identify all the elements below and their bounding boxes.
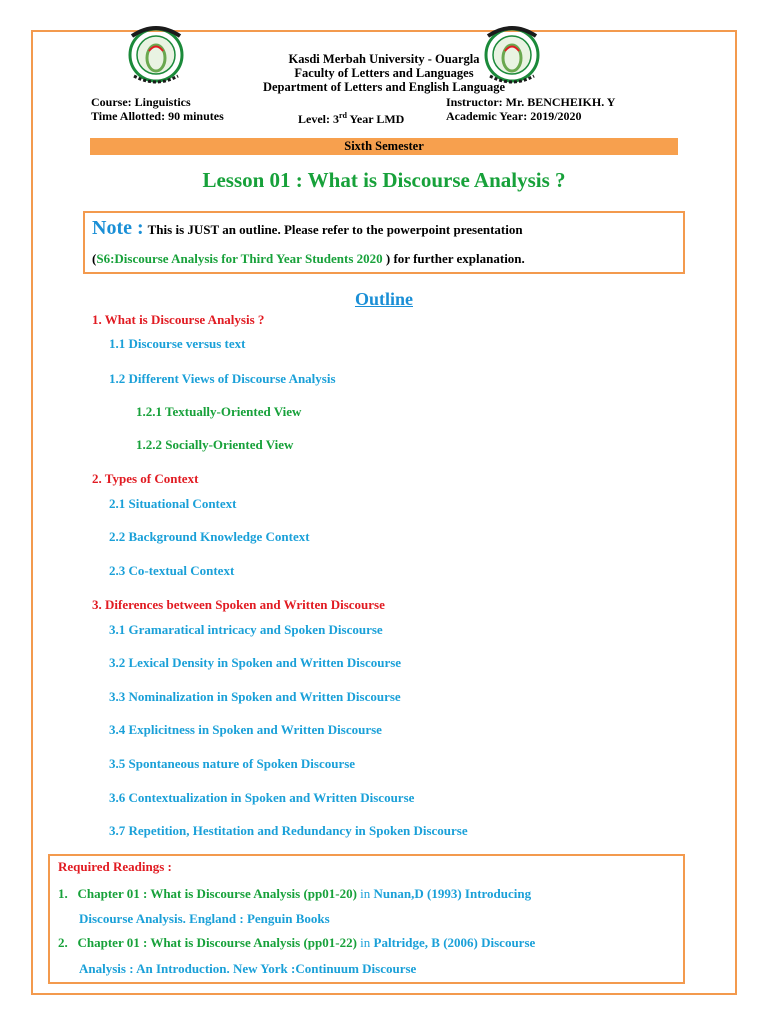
outline-item: 2.1 Situational Context [109, 496, 237, 511]
reading-chapter: Chapter 01 : What is Discourse Analysis (pp01-20) [77, 886, 357, 901]
outline-item: 3.2 Lexical Density in Spoken and Written Discourse [109, 655, 402, 670]
outline-item: 3.6 Contextualization in Spoken and Written Discourse [109, 790, 415, 805]
outline-item: 2.3 Co-textual Context [109, 563, 235, 578]
note-ref-suffix: ) for further explanation. [385, 251, 525, 266]
outline-item: 1.2.2 Socially-Oriented View [136, 437, 294, 452]
note-text: This is JUST an outline. Please refer to the powerpoint presentation [147, 222, 523, 237]
semester-bar: Sixth Semester [90, 138, 678, 155]
university-name: Kasdi Merbah University - Ouargla [288, 52, 480, 66]
note-label: Note : [92, 217, 144, 239]
outline-item: 3.1 Gramaratical intricacy and Spoken Discourse [109, 622, 383, 637]
time-allotted-label: Time Allotted: 90 minutes [91, 109, 224, 123]
note-paren-open: ( [92, 251, 97, 266]
course-label: Course: Linguistics [91, 95, 191, 109]
outline-item: 1.2.1 Textually-Oriented View [136, 404, 302, 419]
instructor-label: Instructor: Mr. BENCHEIKH. Y [446, 95, 616, 109]
page-border-bottom [31, 993, 737, 994]
level-label [298, 109, 404, 126]
reading-item [58, 886, 531, 902]
level-suffix: Year LMD [347, 112, 405, 126]
outline-heading: Outline [354, 289, 413, 309]
outline-item: 1.1 Discourse versus text [109, 336, 246, 351]
department-name: Department of Letters and English Language [262, 80, 506, 94]
reading-chapter: Chapter 01 : What is Discourse Analysis (pp01-22) [77, 935, 357, 950]
outline-item: 3.4 Explicitness in Spoken and Written Discourse [109, 722, 382, 737]
required-readings-box [48, 854, 685, 984]
reading-source-continued: Analysis : An Introduction. New York :Continuum Discourse [79, 961, 417, 976]
reading-in: in [356, 935, 374, 950]
lesson-title: Lesson 01 : What is Discourse Analysis ? [202, 168, 566, 192]
outline-item: 3. Diferences between Spoken and Written Discourse [92, 597, 385, 612]
reading-source: Paltridge, B (2006) Discourse [373, 935, 536, 950]
reading-source: Nunan,D (1993) Introducing [373, 886, 532, 901]
outline-item: 2.2 Background Knowledge Context [109, 529, 310, 544]
outline-item: 1. What is Discourse Analysis ? [92, 312, 265, 327]
reading-source-continued: Discourse Analysis. England : Penguin Books [79, 911, 330, 926]
faculty-name: Faculty of Letters and Languages [294, 66, 474, 80]
academic-year-label: Academic Year: 2019/2020 [446, 109, 582, 123]
note-line-2 [92, 251, 525, 267]
note-ref-code: S6: [96, 251, 115, 266]
note-box [83, 211, 685, 274]
outline-item: 3.7 Repetition, Hestitation and Redundancy in Spoken Discourse [109, 823, 468, 838]
reading-in: in [356, 886, 374, 901]
outline-item: 3.5 Spontaneous nature of Spoken Discourse [109, 756, 356, 771]
outline-item: 2. Types of Context [92, 471, 199, 486]
reading-number: 2. [58, 935, 68, 950]
note-line-1 [92, 217, 523, 240]
reading-item [58, 935, 535, 951]
outline-item: 3.3 Nominalization in Spoken and Written Discourse [109, 689, 401, 704]
outline-item: 1.2 Different Views of Discourse Analysis [109, 371, 336, 386]
required-readings-title: Required Readings : [58, 859, 172, 874]
presentation-reference: Discourse Analysis for Third Year Students 2020 [114, 251, 386, 266]
reading-number: 1. [58, 886, 68, 901]
level-prefix: Level: 3 [298, 112, 339, 126]
level-superscript: rd [339, 111, 347, 120]
